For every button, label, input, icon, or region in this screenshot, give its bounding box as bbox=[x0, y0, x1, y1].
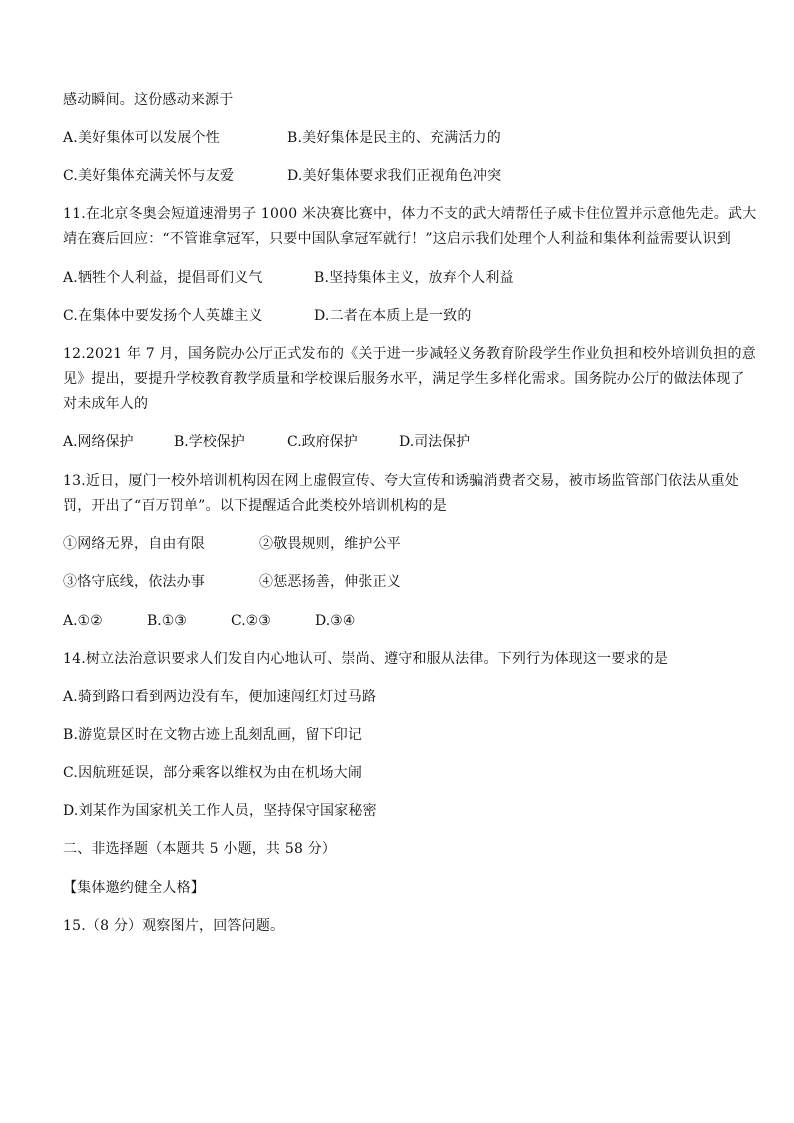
q12-stem-line-1: 12.2021 年 7 月，国务院办公厅正式发布的《关于进一步减轻义务教育阶段学生作业负担和校外培训负担的意 bbox=[63, 346, 756, 362]
q13-statement-3: ③恪守底线，依法办事 bbox=[63, 574, 205, 590]
q14-option-b: B.游览景区时在文物古迹上乱刻乱画，留下印记 bbox=[63, 727, 363, 743]
q12-option-c: C.政府保护 bbox=[287, 434, 358, 450]
q13-option-b: B.①③ bbox=[147, 613, 187, 629]
q13-option-a: A.①② bbox=[63, 613, 103, 629]
q14-option-a: A.骑到路口看到两边没有车，便加速闯红灯过马路 bbox=[63, 689, 377, 705]
q15-stem: 15.（8 分）观察图片，回答问题。 bbox=[63, 918, 285, 934]
q13-statement-1: ①网络无界，自由有限 bbox=[63, 536, 205, 552]
section-topic: 【集体邀约健全人格】 bbox=[63, 880, 205, 896]
q14-option-d: D.刘某作为国家机关工作人员，坚持保守国家秘密 bbox=[63, 803, 377, 819]
q12-stem-line-3: 对未成年人的 bbox=[63, 396, 149, 412]
q11-option-b: B.坚持集体主义，放弃个人利益 bbox=[314, 270, 514, 286]
q11-option-a: A.牺牲个人利益，提倡哥们义气 bbox=[63, 270, 263, 286]
q10-option-b: B.美好集体是民主的、充满活力的 bbox=[287, 130, 501, 146]
q10-option-a: A.美好集体可以发展个性 bbox=[63, 130, 220, 146]
q14-option-c: C.因航班延误，部分乘客以维权为由在机场大闹 bbox=[63, 765, 363, 781]
q14-stem: 14.树立法治意识要求人们发自内心地认可、崇尚、遵守和服从法律。下列行为体现这一要求的是 bbox=[63, 651, 669, 667]
q12-option-b: B.学校保护 bbox=[174, 434, 245, 450]
q10-option-d: D.美好集体要求我们正视角色冲突 bbox=[287, 168, 502, 184]
q10-option-c: C.美好集体充满关怀与友爱 bbox=[63, 168, 235, 184]
q13-statement-2: ②敬畏规则，维护公平 bbox=[259, 536, 401, 552]
q12-option-a: A.网络保护 bbox=[63, 434, 134, 450]
q11-option-d: D.二者在本质上是一致的 bbox=[314, 308, 472, 324]
q11-option-c: C.在集体中要发扬个人英雄主义 bbox=[63, 308, 263, 324]
section-heading: 二、非选择题（本题共 5 小题，共 58 分） bbox=[63, 841, 337, 857]
q11-stem-line-1: 11.在北京冬奥会短道速滑男子 1000 米决赛比赛中，体力不支的武大靖帮任子威卡住位置并示意他先走。武大 bbox=[63, 206, 757, 222]
q13-stem-line-2: 罚，开出了“百万罚单”。以下提醒适合此类校外培训机构的是 bbox=[63, 498, 447, 514]
q11-stem-line-2: 靖在赛后回应：“不管谁拿冠军，只要中国队拿冠军就行！”这启示我们处理个人利益和集体利益需要认识到 bbox=[63, 231, 731, 247]
q13-statement-4: ④惩恶扬善，伸张正义 bbox=[259, 574, 401, 590]
q13-stem-line-1: 13.近日，厦门一校外培训机构因在网上虚假宣传、夸大宣传和诱骗消费者交易，被市场监管部门依法从重处 bbox=[63, 473, 740, 489]
q13-option-d: D.③④ bbox=[315, 613, 356, 629]
q12-option-d: D.司法保护 bbox=[399, 434, 471, 450]
q13-option-c: C.②③ bbox=[231, 613, 271, 629]
q12-stem-line-2: 见》提出，要提升学校教育教学质量和学校课后服务水平，满足学生多样化需求。国务院办公厅的做法体现了 bbox=[63, 371, 745, 387]
q10-stem-tail: 感动瞬间。这份感动来源于 bbox=[63, 92, 234, 108]
